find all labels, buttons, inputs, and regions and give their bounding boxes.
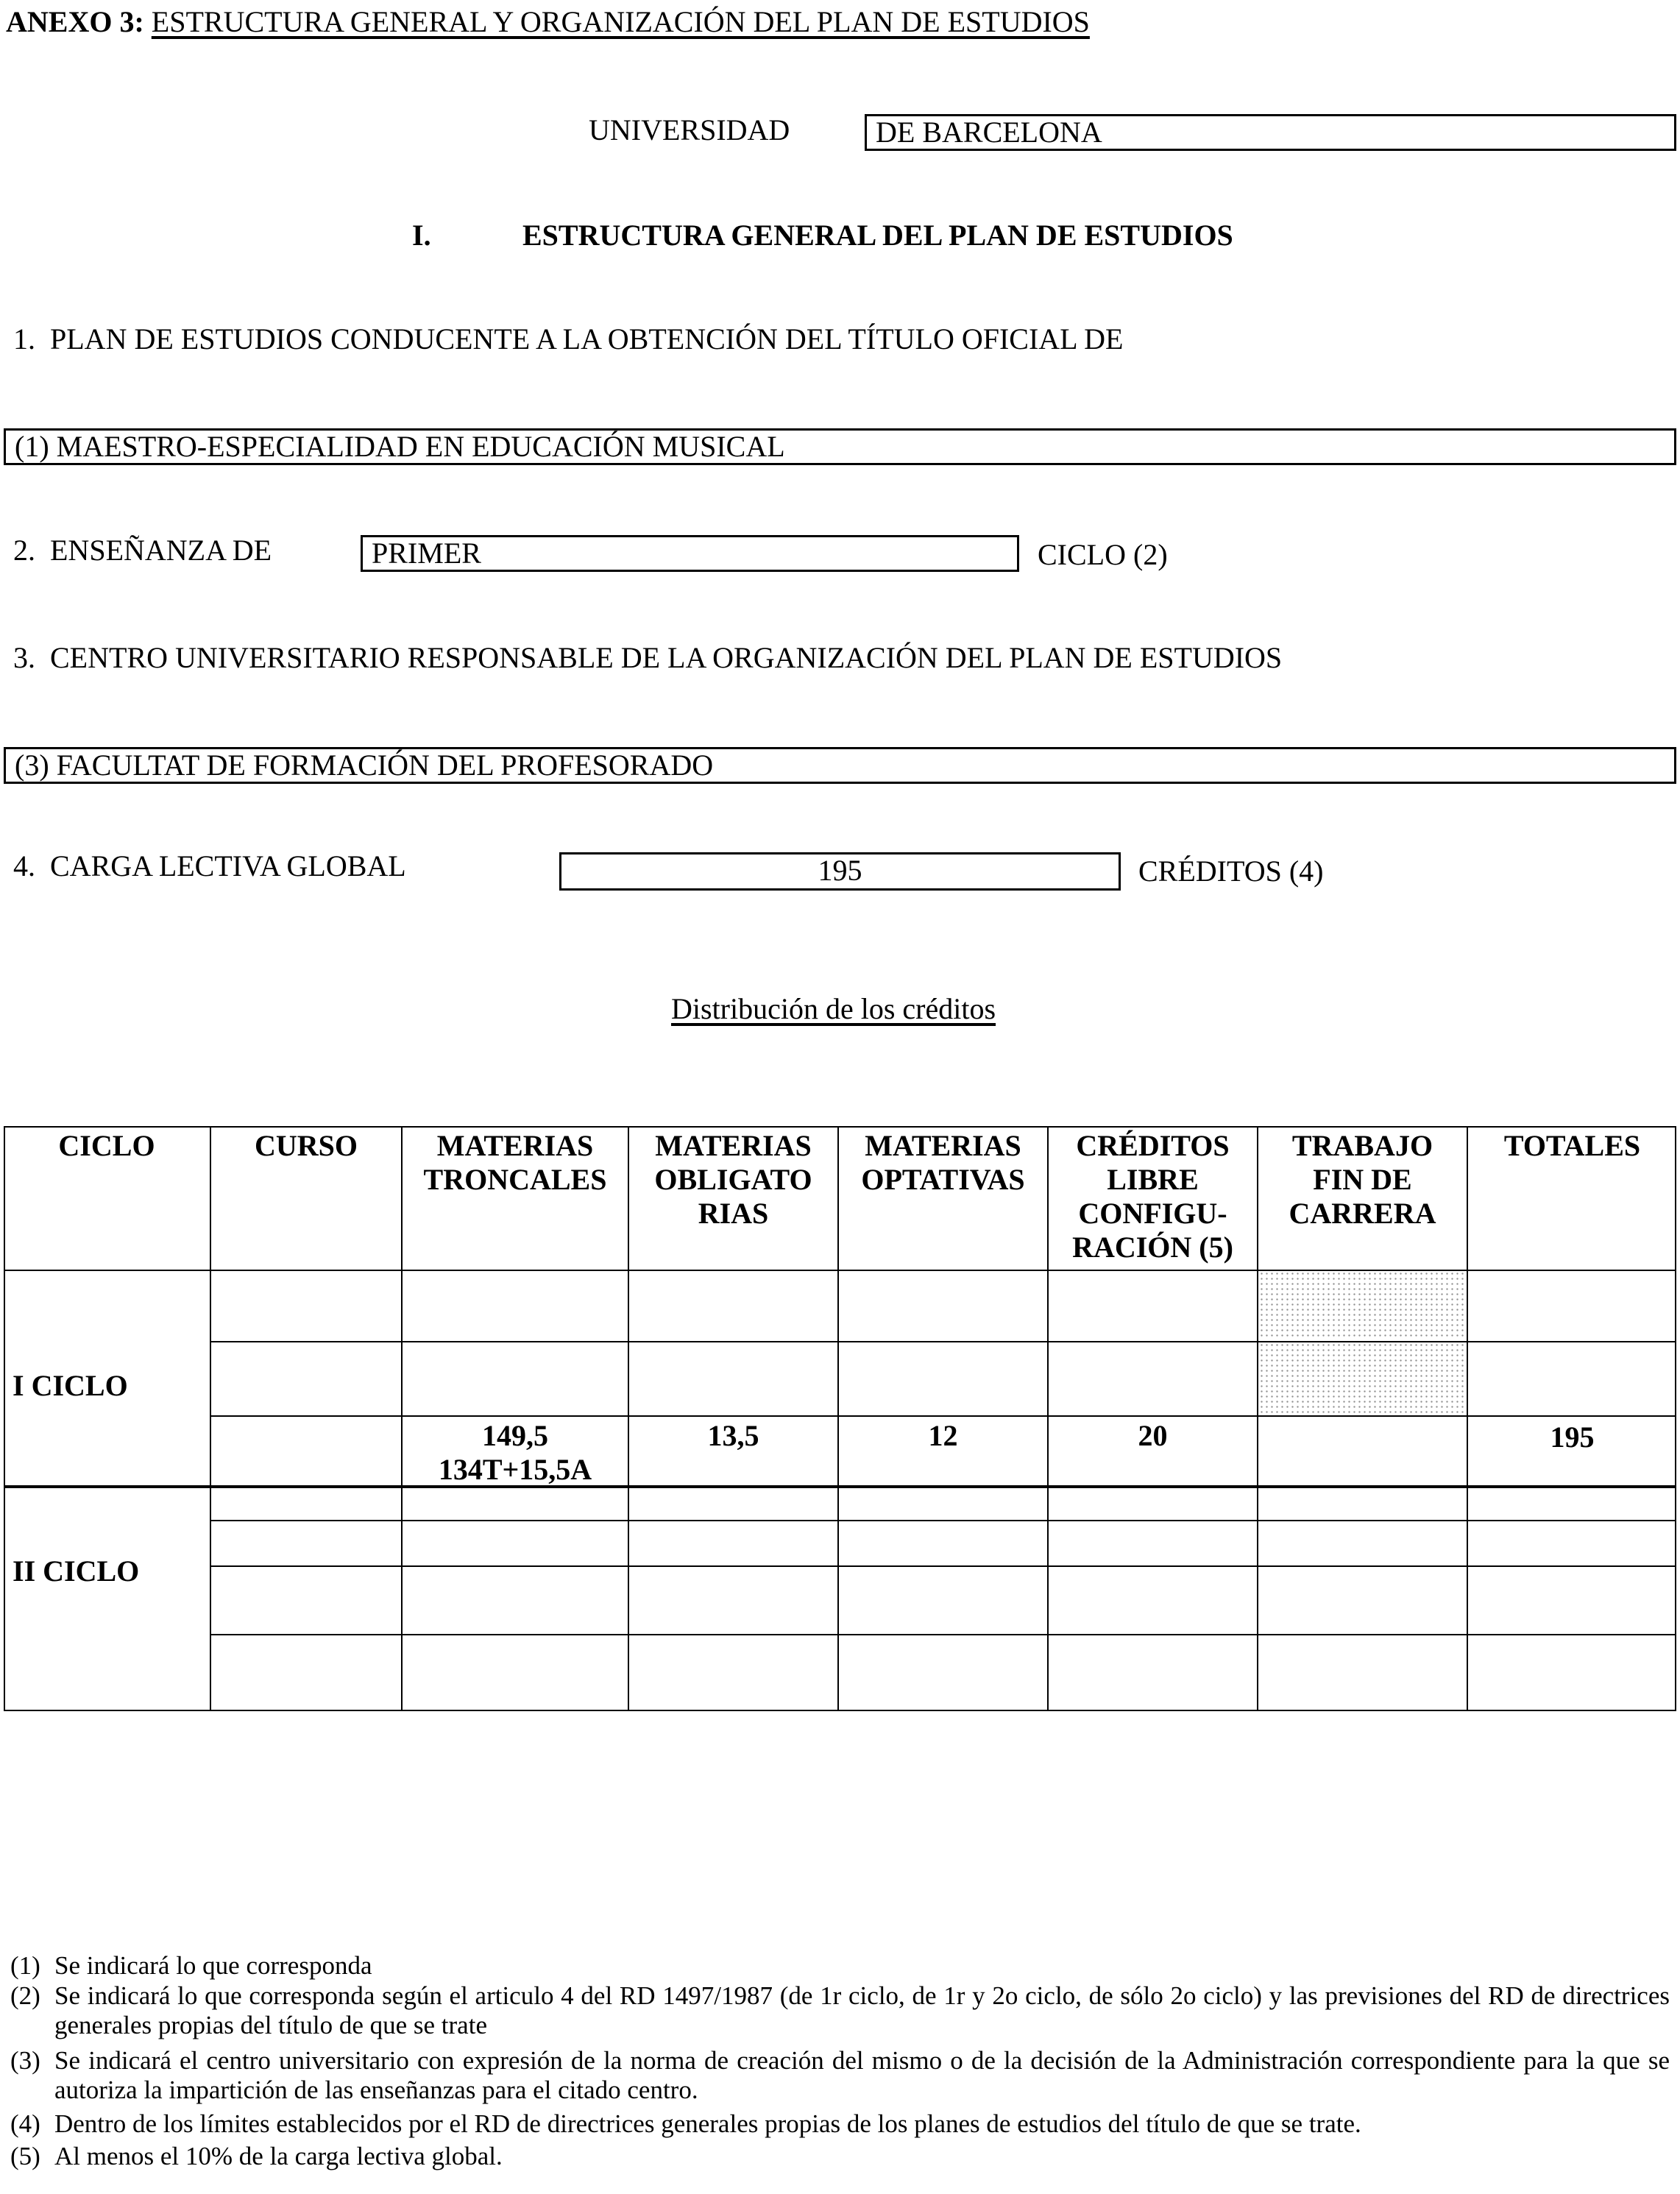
annex-label: ANEXO 3: bbox=[6, 5, 144, 38]
degree-field: (1) MAESTRO-ESPECIALIDAD EN EDUCACIÓN MUSICAL bbox=[4, 428, 1676, 465]
section-number: I. bbox=[412, 219, 431, 252]
header-curso: CURSO bbox=[254, 1129, 358, 1162]
item1-label: 1. PLAN DE ESTUDIOS CONDUCENTE A LA OBTENCIÓN DEL TÍTULO OFICIAL DE bbox=[13, 322, 1124, 355]
item2-suffix: CICLO (2) bbox=[1038, 538, 1168, 571]
footnote-5: (5) Al menos el 10% de la carga lectiva global. bbox=[10, 2142, 503, 2170]
col-divider bbox=[210, 1126, 211, 1711]
optativas-value: 12 bbox=[928, 1419, 958, 1452]
totales-value: 195 bbox=[1550, 1420, 1595, 1454]
footnote-4: (4) Dentro de los límites establecidos por el RD de directrices generales propias de los planes de estudios del título de que se trate. bbox=[10, 2109, 1361, 2138]
col-divider bbox=[1467, 1126, 1468, 1711]
shaded-cell bbox=[1259, 1271, 1465, 1340]
university-field: DE BARCELONA bbox=[865, 114, 1676, 151]
header-optativas: MATERIAS OPTATIVAS bbox=[861, 1129, 1025, 1196]
libre-value: 20 bbox=[1138, 1419, 1168, 1452]
credits-table bbox=[4, 1126, 1676, 1711]
center-field: (3) FACULTAT DE FORMACIÓN DEL PROFESORADO bbox=[4, 747, 1676, 784]
section-title: ESTRUCTURA GENERAL DEL PLAN DE ESTUDIOS bbox=[522, 219, 1233, 252]
obligatorias-value: 13,5 bbox=[707, 1419, 759, 1452]
annex-heading bbox=[6, 4, 1090, 40]
row-divider bbox=[210, 1520, 1676, 1521]
cycle-field: PRIMER bbox=[361, 535, 1019, 572]
university-label: UNIVERSIDAD bbox=[589, 113, 790, 146]
troncales-value: 149,5 134T+15,5A bbox=[438, 1419, 592, 1486]
footnote-1: (1) Se indicará lo que corresponda bbox=[10, 1951, 372, 1980]
row-divider bbox=[210, 1415, 1676, 1417]
item4-suffix: CRÉDITOS (4) bbox=[1138, 854, 1324, 888]
item4-label: 4. CARGA LECTIVA GLOBAL bbox=[13, 849, 406, 882]
footnote-2: (2) Se indicará lo que corresponda según el articulo 4 del RD 1497/1987 (de 1r ciclo, de 1r y 2o ciclo, de sólo 2o ciclo) y las previsiones del RD de directrices generales propias del título de que se trate bbox=[10, 1981, 1670, 2039]
footnote-3: (3) Se indicará el centro universitario con expresión de la norma de creación del mismo o de la decisión de la Administración correspondiente para la que se autoriza la impartición de las enseñanzas para el citado centro. bbox=[10, 2046, 1670, 2104]
credits-field: 195 bbox=[559, 852, 1121, 891]
cycle1-label: I CICLO bbox=[13, 1369, 128, 1402]
header-trabajo-fin-carrera: TRABAJO FIN DE CARRERA bbox=[1289, 1129, 1436, 1230]
header-libre-configuracion: CRÉDITOS LIBRE CONFIGU- RACIÓN (5) bbox=[1072, 1129, 1233, 1264]
cycle2-label: II CICLO bbox=[13, 1554, 140, 1588]
annex-title: ESTRUCTURA GENERAL Y ORGANIZACIÓN DEL PLAN DE ESTUDIOS bbox=[151, 5, 1090, 38]
header-obligatorias: MATERIAS OBLIGATO RIAS bbox=[654, 1129, 812, 1230]
header-troncales: MATERIAS TRONCALES bbox=[423, 1129, 607, 1196]
row-divider bbox=[210, 1565, 1676, 1567]
shaded-cell bbox=[1259, 1342, 1465, 1414]
header-totales: TOTALES bbox=[1503, 1129, 1641, 1162]
item3-label: 3. CENTRO UNIVERSITARIO RESPONSABLE DE LA ORGANIZACIÓN DEL PLAN DE ESTUDIOS bbox=[13, 641, 1283, 674]
distribution-title: Distribución de los créditos bbox=[671, 992, 996, 1025]
row-divider bbox=[210, 1634, 1676, 1635]
header-ciclo: CICLO bbox=[58, 1129, 155, 1162]
item2-label: 2. ENSEÑANZA DE bbox=[13, 534, 272, 567]
cycle-divider bbox=[4, 1485, 1676, 1488]
